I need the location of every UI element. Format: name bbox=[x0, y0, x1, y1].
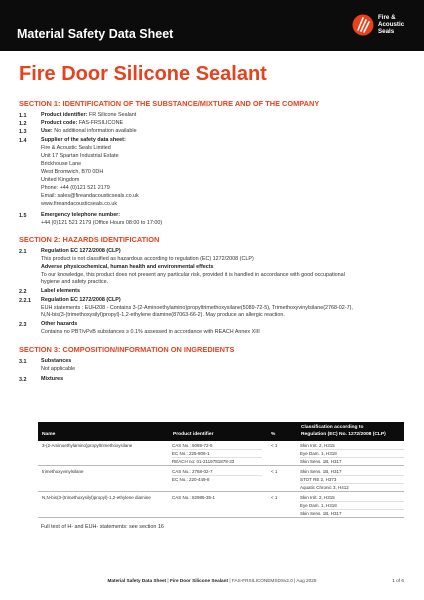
identifier-cell: EC No.: 225-806-1 bbox=[172, 450, 262, 458]
table-row bbox=[38, 467, 404, 492]
euh-statement: N,N-bis(3-(trimethoxysilyl)propyl)-1,2-ethylene diamine(87063-66-2). May produce an allergic reaction. bbox=[41, 312, 285, 318]
supplier-phone: Phone: +44 (0)121 521 2179 bbox=[41, 185, 110, 191]
supplier-label: Supplier of the safety data sheet: bbox=[41, 137, 126, 143]
emergency-number: +44 (0)121 521 2179 (Office Hours 08:00 to 17:00) bbox=[41, 220, 163, 226]
column-header-identifier: Product identifier bbox=[173, 432, 214, 437]
classification-cell: Aquatic Chronic 3, H412 bbox=[300, 485, 349, 490]
field-label: Use: bbox=[41, 128, 53, 134]
item-number: 3.1 bbox=[19, 359, 27, 365]
item-number: 3.2 bbox=[19, 377, 27, 383]
field-value: FAS-FRSILICONE bbox=[78, 120, 124, 126]
other-hazards-text: Contains no PBT/vPvB substances ≥ 0.1% assessed in accordance with REACH Annex XIII bbox=[41, 329, 260, 335]
supplier-email: Email: sales@fireandacousticseals.co.uk bbox=[41, 193, 139, 199]
item-number: 2.3 bbox=[19, 322, 27, 328]
classification-cell: Skin Irrit. 2, H315 bbox=[300, 442, 404, 450]
product-identifier-row bbox=[41, 112, 136, 119]
supplier-line: Unit 17 Spartan Industrial Estate bbox=[41, 153, 119, 159]
identifier-cell: CAS No.: 5089-72-5 bbox=[172, 442, 262, 450]
supplier-line: United Kingdom bbox=[41, 177, 80, 183]
substances-text: Not applicable bbox=[41, 366, 76, 372]
column-header-percent: % bbox=[271, 432, 276, 437]
column-header-classification: Regulation (EC) No. 1272/2008 (CLP) bbox=[301, 432, 386, 437]
document-title: Fire Door Silicone Sealant bbox=[19, 63, 267, 85]
classification-cell: Skin Irrit. 2, H315 bbox=[300, 494, 404, 502]
adverse-effects-text: hygiene and safety practice. bbox=[41, 279, 109, 285]
table-footnote: Full text of H- and EUH- statements: see section 16 bbox=[41, 524, 164, 530]
identifier-cell: CAS No.: 82985-35-1 bbox=[172, 495, 216, 500]
fire-logo-icon bbox=[352, 14, 374, 36]
footer-doc-name: Material Safety Data Sheet bbox=[107, 578, 167, 583]
column-header-classification: Classification according to bbox=[301, 425, 364, 430]
ingredient-name: 3-(2-Aminoethylamino)propyltrimethoxysilane bbox=[42, 443, 133, 448]
percent-cell: < 1 bbox=[271, 495, 278, 500]
subsection-label: Other hazards bbox=[41, 321, 78, 327]
field-value: No additional information available bbox=[54, 128, 137, 134]
page-footer: Material Safety Data Sheet | Fire Door Silicone Sealant | FAS-FRSILICONEMSDSv2.0 | Aug 2025 bbox=[107, 578, 317, 583]
ingredient-name: trimethoxyvinylsilane bbox=[42, 469, 84, 474]
logo-line: Seals bbox=[378, 28, 395, 35]
classification-cell: Skin Sens. 1B, H317 bbox=[300, 468, 404, 476]
ingredient-name: N,N-bis(3-(trimethoxysilyl)propyl)-1,2-ethylene diamine bbox=[42, 495, 151, 500]
subsection-label: Regulation EC 1272/2008 (CLP) bbox=[41, 297, 121, 303]
classification-cell: STOT RE 2, H373 bbox=[300, 476, 404, 484]
identifier-cell: REACH no: 01-2119781878-33 bbox=[172, 459, 235, 464]
footer-date: Aug 2025 bbox=[296, 578, 317, 583]
item-number: 1.1 bbox=[19, 113, 27, 119]
classification-cell: Eye Dam. 1, H318 bbox=[300, 450, 404, 458]
logo-line: Fire & bbox=[378, 14, 396, 21]
subsection-label: Mixtures bbox=[41, 376, 64, 382]
use-row bbox=[41, 128, 137, 135]
subsection-label: Regulation EC 1272/2008 (CLP) bbox=[41, 248, 121, 254]
field-label: Product identifier: bbox=[41, 112, 88, 118]
table-row bbox=[38, 493, 404, 518]
footer-product: Fire Door Silicone Sealant bbox=[169, 578, 229, 583]
classification-cell: Skin Sens. 1B, H317 bbox=[300, 511, 342, 516]
field-label: Product code: bbox=[41, 120, 78, 126]
identifier-cell: EC No.: 220-449-8 bbox=[172, 477, 210, 482]
item-number: 2.1 bbox=[19, 249, 27, 255]
header-bar bbox=[0, 0, 424, 51]
item-number: 1.4 bbox=[19, 138, 27, 144]
item-number: 1.2 bbox=[19, 121, 27, 127]
item-number: 2.2 bbox=[19, 289, 27, 295]
logo-wordmark bbox=[378, 14, 422, 35]
emergency-label: Emergency telephone number: bbox=[41, 212, 121, 218]
percent-cell: < 1 bbox=[271, 469, 278, 474]
supplier-line: Fire & Acoustic Seals Limited bbox=[41, 145, 111, 151]
euh-statement: EUH statements : EUH208 - Contains 3-(2-Aminoethylamino)propyltrimethoxysilane(5089-72-5), Trimethoxyvinylsilane(2768-02-7), bbox=[41, 305, 353, 311]
mixtures-table-header bbox=[38, 422, 404, 441]
header-title: Material Safety Data Sheet bbox=[17, 27, 174, 41]
section-3-heading: SECTION 3: COMPOSITION/INFORMATION ON INGREDIENTS bbox=[19, 345, 235, 354]
page-number: 1 of 6 bbox=[392, 578, 404, 583]
adverse-effects-text: To our knowledge, this product does not present any particular risk, provided it is handled in accordance with good occupational bbox=[41, 272, 345, 278]
item-number: 1.3 bbox=[19, 129, 27, 135]
classification-text: This product is not classified as hazardous according to regulation (EC) 1272/2008 (CLP) bbox=[41, 256, 254, 262]
supplier-line: West Bromwich, B70 0DH bbox=[41, 169, 104, 175]
subsection-label: Substances bbox=[41, 358, 72, 364]
item-number: 2.2.1 bbox=[19, 298, 31, 304]
classification-cell: Eye Dam. 1, H318 bbox=[300, 502, 404, 510]
subsection-label: Label elements bbox=[41, 288, 80, 294]
table-row bbox=[38, 441, 404, 466]
field-value: FR Silicone Sealant bbox=[88, 112, 137, 118]
section-1-heading: SECTION 1: IDENTIFICATION OF THE SUBSTANCE/MIXTURE AND OF THE COMPANY bbox=[19, 99, 320, 108]
identifier-cell: CAS No.: 2768-02-7 bbox=[172, 468, 262, 476]
supplier-line: Brickhouse Lane bbox=[41, 161, 82, 167]
column-header-name: Name bbox=[42, 432, 56, 437]
footer-code: FAS-FRSILICONEMSDSv2.0 bbox=[231, 578, 293, 583]
supplier-website: www.fireandacousticseals.co.uk bbox=[41, 201, 118, 207]
adverse-effects-label: Adverse physicochemical, human health and environmental effects bbox=[41, 264, 214, 270]
item-number: 1.5 bbox=[19, 213, 27, 219]
section-2-heading: SECTION 2: HAZARDS IDENTIFICATION bbox=[19, 235, 160, 244]
product-code-row bbox=[41, 120, 123, 127]
percent-cell: < 1 bbox=[271, 443, 278, 448]
classification-cell: Skin Sens. 1B, H317 bbox=[300, 459, 342, 464]
logo-line: Acoustic bbox=[378, 21, 405, 28]
